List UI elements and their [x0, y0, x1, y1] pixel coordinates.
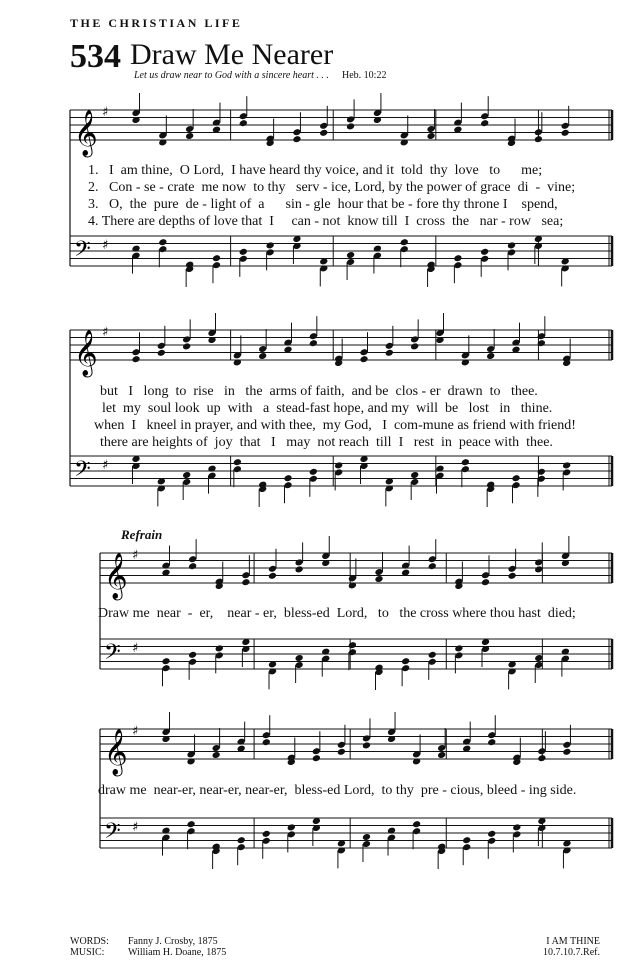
- epigraph: Let us draw near to God with a sincere heart . . .: [134, 70, 329, 81]
- note-head: [346, 122, 355, 130]
- key-signature-sharp: ♯: [132, 820, 139, 835]
- note-head: [511, 474, 520, 482]
- note-head: [185, 132, 194, 140]
- note-head: [186, 820, 195, 828]
- note-head: [481, 578, 490, 586]
- note-head: [312, 754, 321, 762]
- note-head: [428, 562, 437, 570]
- refrain-line-2: draw me near-er, near-er, near-er, bless-ed Lord, to thy pre - cious, bleed - ing side.: [98, 783, 577, 798]
- note-head: [295, 565, 304, 573]
- note-head: [480, 119, 489, 127]
- key-signature-sharp: ♯: [132, 548, 139, 563]
- note-head: [480, 248, 489, 256]
- note-head: [374, 575, 383, 583]
- note-head: [268, 572, 277, 580]
- note-head: [346, 251, 355, 259]
- verse-4-line-1: 4. There are depths of love that I can - not know till I cross the nar - row sea;: [88, 214, 564, 229]
- note-head: [487, 830, 496, 838]
- verse-1-line-1: 1. I am thine, O Lord, I have heard thy voice, and it told thy love to me;: [88, 163, 543, 178]
- key-signature-sharp: ♯: [132, 724, 139, 739]
- note-head: [508, 572, 517, 580]
- note-head: [400, 238, 409, 246]
- note-head: [233, 458, 242, 466]
- note-head: [309, 468, 318, 476]
- refrain-line-1: Draw me near - er, near - er, bless-ed Lord, to the cross where thou hast died;: [98, 606, 576, 621]
- note-head: [295, 654, 304, 662]
- note-head: [334, 461, 343, 469]
- note-head: [426, 132, 435, 140]
- note-head: [131, 355, 140, 363]
- note-head: [462, 836, 471, 844]
- note-head: [241, 578, 250, 586]
- note-head: [507, 241, 516, 249]
- note-head: [453, 254, 462, 262]
- verse-2-line-2: let my soul look up with a stead-fast hope, and my will be lost in thine.: [102, 401, 553, 416]
- tune-info: [543, 936, 600, 958]
- key-signature-sharp: ♯: [102, 325, 109, 340]
- note-head: [561, 129, 570, 137]
- note-head: [212, 751, 221, 759]
- tune-meter: 10.7.10.7.Ref.: [543, 947, 600, 958]
- note-head: [212, 254, 221, 262]
- note-head: [437, 751, 446, 759]
- note-head: [182, 471, 191, 479]
- note-head: [428, 651, 437, 659]
- note-head: [188, 651, 197, 659]
- note-head: [287, 823, 296, 831]
- refrain-label: Refrain: [121, 527, 163, 542]
- music-credit: William H. Doane, 1875: [128, 947, 227, 958]
- tune-name: I AM THINE: [546, 936, 600, 947]
- note-head: [262, 738, 271, 746]
- note-head: [410, 342, 419, 350]
- note-head: [385, 349, 394, 357]
- section-header: THE CHRISTIAN LIFE: [70, 16, 243, 30]
- hymn-title: Draw Me Nearer: [130, 38, 334, 71]
- note-head: [158, 238, 167, 246]
- note-head: [401, 657, 410, 665]
- note-head: [362, 741, 371, 749]
- note-head: [412, 820, 421, 828]
- note-head: [410, 471, 419, 479]
- note-head: [309, 339, 318, 347]
- note-head: [337, 748, 346, 756]
- note-head: [359, 355, 368, 363]
- note-head: [486, 352, 495, 360]
- verse-3-line-1: 3. O, the pure de - light of a sin - gle hour that be - fore thy throne I spend,: [88, 197, 558, 212]
- scripture-reference: Heb. 10:22: [342, 70, 387, 81]
- note-head: [157, 349, 166, 357]
- verse-4-line-2: there are heights of joy that I may not reach till I rest in peace with thee.: [100, 435, 553, 450]
- note-head: [562, 748, 571, 756]
- note-head: [461, 458, 470, 466]
- note-head: [283, 474, 292, 482]
- note-head: [487, 738, 496, 746]
- key-signature-sharp: ♯: [102, 238, 109, 253]
- key-signature-sharp: ♯: [102, 458, 109, 473]
- note-head: [266, 241, 275, 249]
- verse-2-line-1: 2. Con - se - crate me now to thy serv - ice, Lord, by the power of grace di - vine;: [88, 180, 576, 195]
- note-head: [237, 836, 246, 844]
- note-head: [239, 248, 248, 256]
- note-head: [292, 135, 301, 143]
- note-head: [562, 461, 571, 469]
- key-signature-sharp: ♯: [102, 105, 109, 120]
- treble-clef: 𝄞: [74, 330, 98, 376]
- words-label: WORDS:: [70, 936, 109, 947]
- note-head: [512, 823, 521, 831]
- note-head: [348, 641, 357, 649]
- note-head: [454, 644, 463, 652]
- note-head: [534, 135, 543, 143]
- note-head: [362, 833, 371, 841]
- note-head: [262, 830, 271, 838]
- credits: [70, 936, 226, 958]
- treble-clef: 𝄞: [74, 110, 98, 156]
- note-head: [239, 119, 248, 127]
- verse-1-line-2: but I long to rise in the arms of faith, and be clos - er drawn to thee.: [100, 384, 538, 399]
- hymn-number: 534: [70, 38, 121, 75]
- bass-clef: 𝄢: [104, 819, 121, 849]
- bass-clef: 𝄢: [74, 237, 91, 267]
- note-head: [188, 562, 197, 570]
- note-head: [537, 754, 546, 762]
- key-signature-sharp: ♯: [132, 641, 139, 656]
- bass-clef: 𝄢: [104, 640, 121, 670]
- note-head: [319, 129, 328, 137]
- music-label: MUSIC:: [70, 947, 105, 958]
- note-head: [182, 342, 191, 350]
- verse-3-line-2: when I kneel in prayer, and with thee, my God, I com-mune as friend with friend!: [94, 418, 576, 433]
- treble-clef: 𝄞: [104, 553, 128, 599]
- bass-clef: 𝄢: [74, 457, 91, 487]
- treble-clef: 𝄞: [104, 729, 128, 775]
- note-head: [215, 644, 224, 652]
- note-head: [161, 657, 170, 665]
- note-head: [258, 352, 267, 360]
- words-credit: Fanny J. Crosby, 1875: [128, 936, 218, 947]
